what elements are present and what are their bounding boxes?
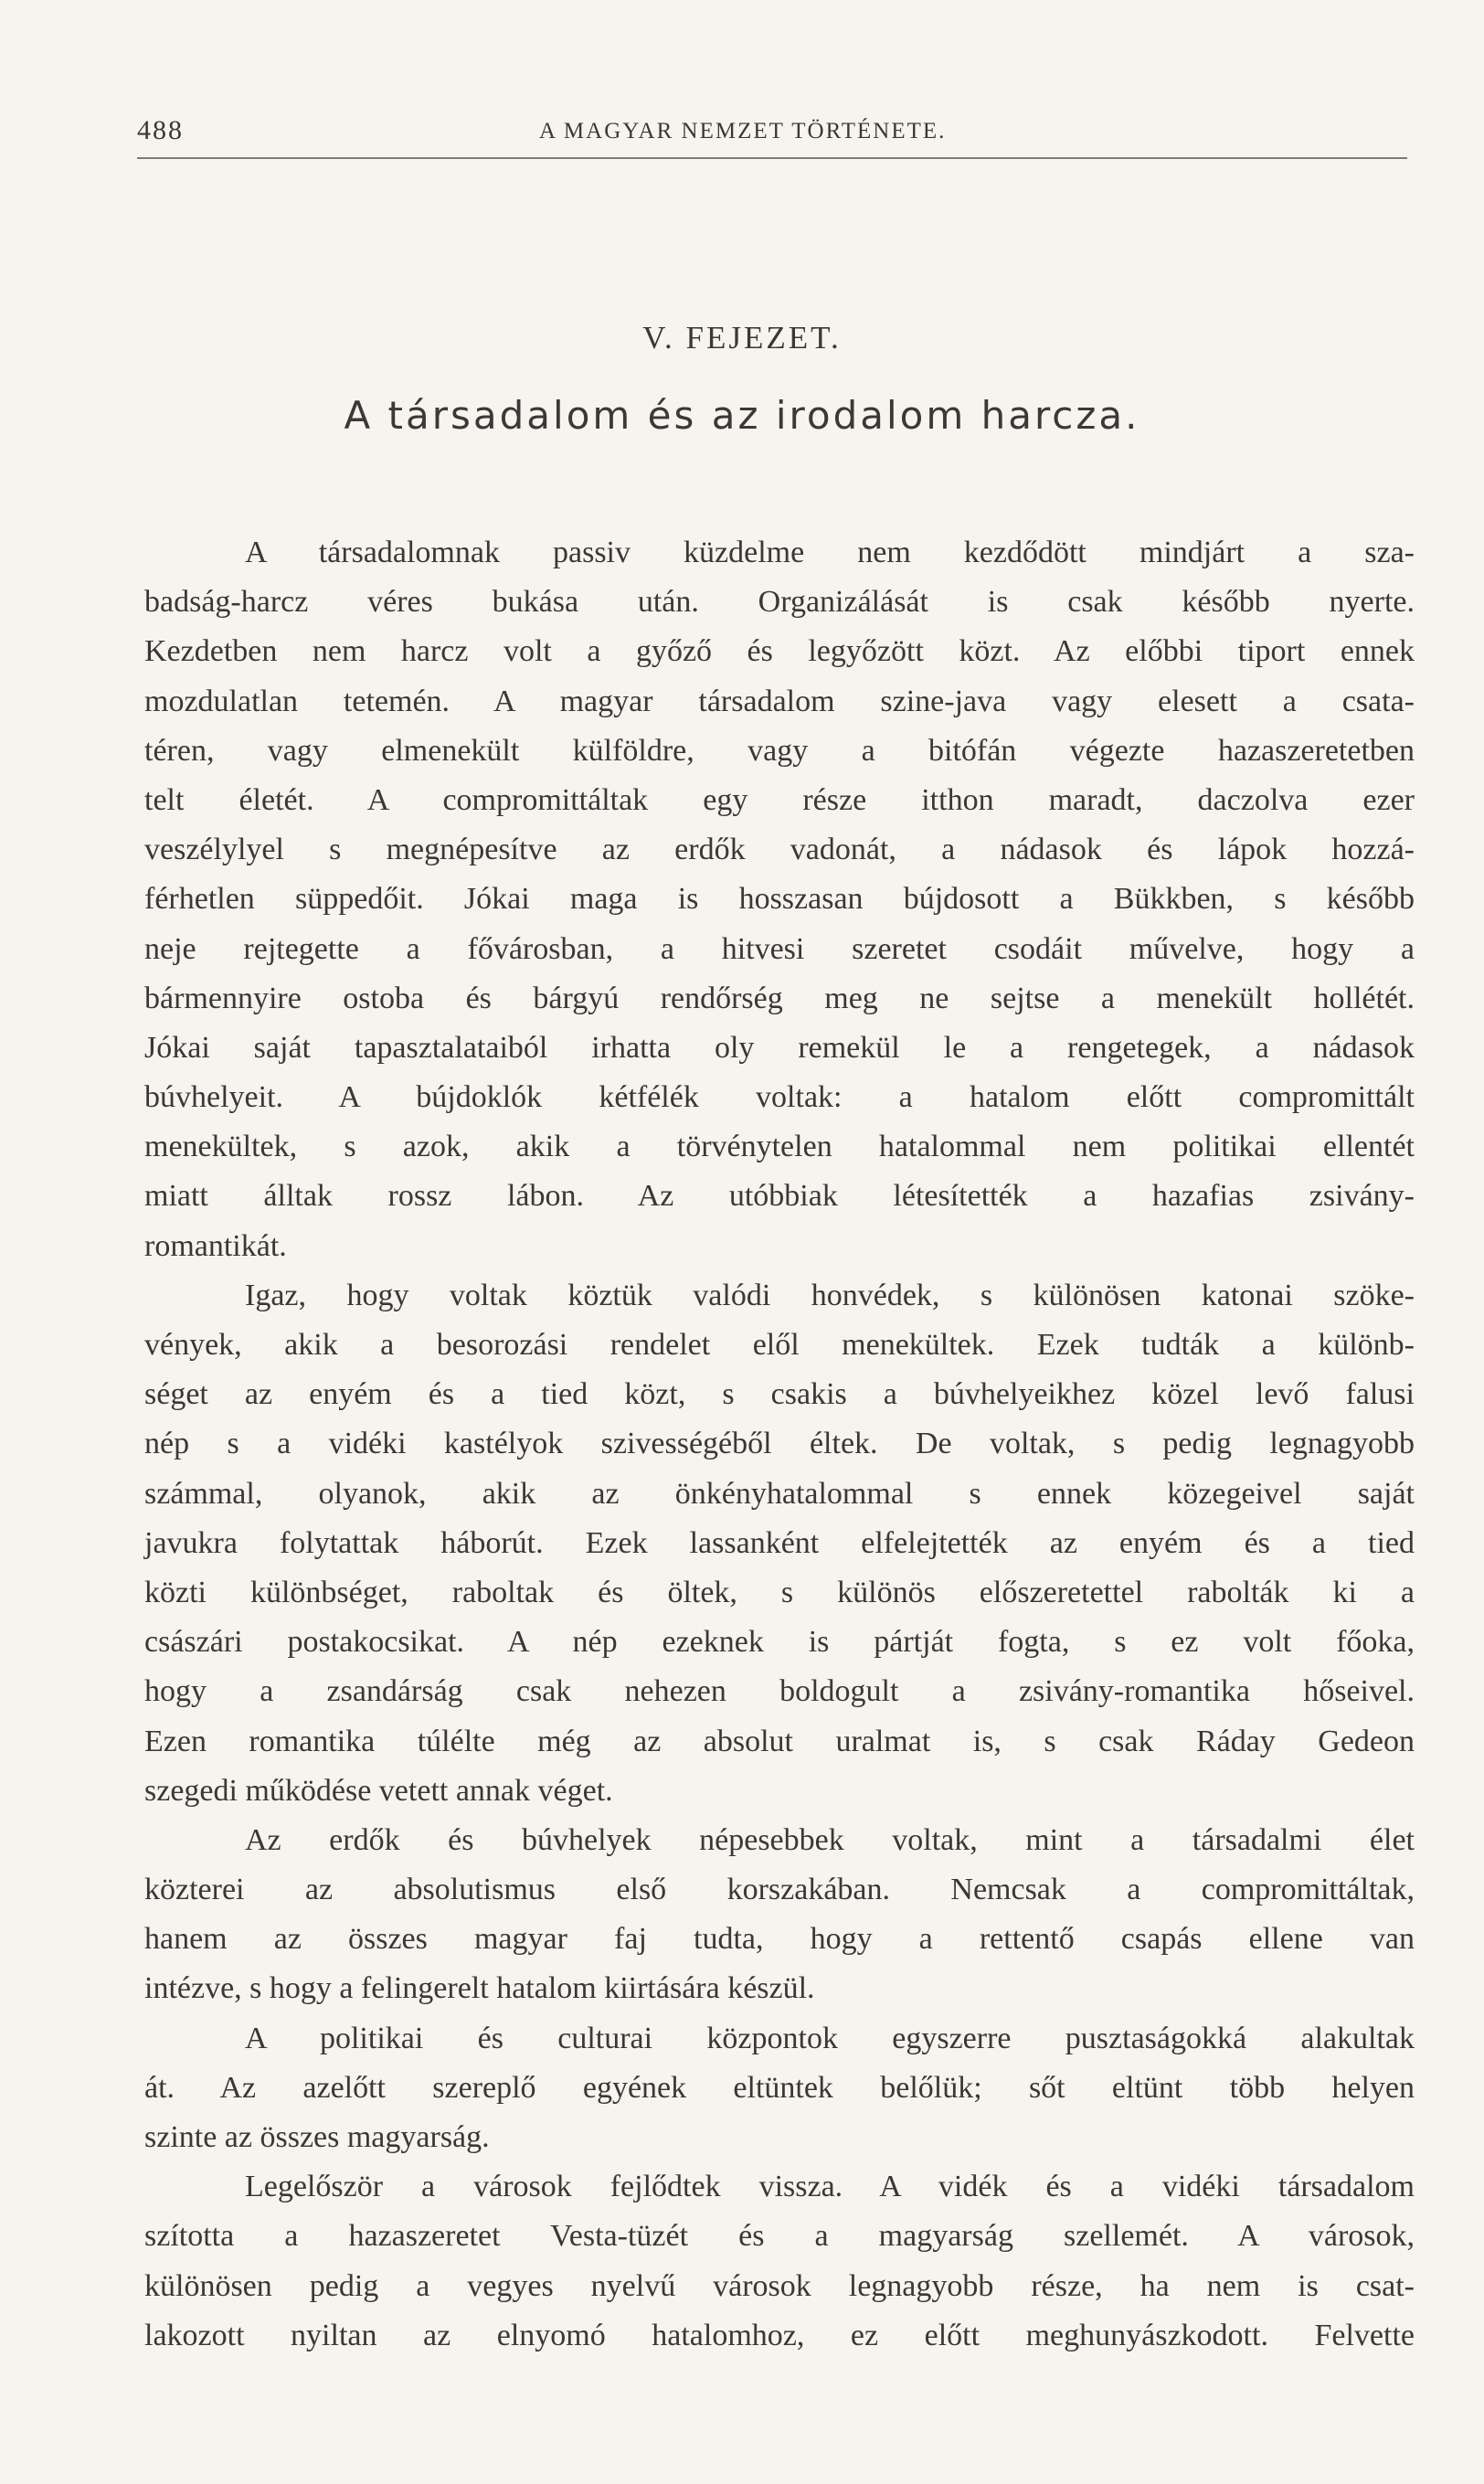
text-line: számmal, olyanok, akik az önkényhatalommal s ennek közegeivel saját (144, 1476, 1415, 1511)
text-line: különösen pedig a vegyes nyelvű városok legnagyobb része, ha nem is csat- (144, 2268, 1415, 2303)
text-line: férhetlen süppedőit. Jókai maga is hosszasan bújdosott a Bükkben, s később (144, 882, 1415, 917)
text-line: neje rejtegette a fővárosban, a hitvesi szeretet csodáit művelve, hogy a (144, 931, 1415, 966)
text-line: szinte az összes magyarság. (144, 2120, 490, 2154)
text-line: miatt álltak rossz lábon. Az utóbbiak létesítették a hazafias zsivány- (144, 1179, 1415, 1214)
text-line: lakozott nyiltan az elnyomó hatalomhoz, ez előtt meghunyászkodott. Felvette (144, 2318, 1415, 2352)
text-line: Legelőször a városok fejlődtek vissza. A vidék és a vidéki társadalom (245, 2170, 1415, 2204)
text-line: Az erdők és búvhelyek népesebbek voltak, mint a társadalmi élet (245, 1822, 1415, 1857)
running-title: A MAGYAR NEMZET TÖRTÉNETE. (539, 119, 947, 143)
text-line: búvhelyeit. A bújdoklók kétfélék voltak: a hatalom előtt compromittált (144, 1080, 1415, 1115)
chapter-title: A társadalom és az irodalom harcza. (344, 393, 1140, 438)
text-line: szegedi működése vetett annak véget. (144, 1773, 613, 1808)
chapter-label: V. FEJEZET. (642, 320, 842, 356)
text-line: A politikai és culturai központok egyszerre pusztaságokká alakultak (245, 2021, 1415, 2055)
text-line: hanem az összes magyar faj tudta, hogy a rettentő csapás ellene van (144, 1922, 1415, 1957)
running-head (137, 108, 1407, 154)
text-line: A társadalomnak passiv küzdelme nem kezdődött mindjárt a sza- (245, 536, 1415, 569)
text-line: romantikát. (144, 1228, 287, 1263)
text-line: menekültek, s azok, akik a törvénytelen hatalommal nem politikai ellentét (144, 1130, 1415, 1164)
text-line: bármennyire ostoba és bárgyú rendőrség meg ne sejtse a menekült hollétét. (144, 981, 1415, 1015)
text-line: javukra folytattak háborút. Ezek lassanként elfelejtették az enyém és a tied (144, 1525, 1415, 1560)
text-line: Ezen romantika túlélte még az absolut uralmat is, s csak Ráday Gedeon (144, 1724, 1415, 1758)
text-line: badság-harcz véres bukása után. Organizálását is csak később nyerte. (144, 585, 1415, 620)
text-line: császári postakocsikat. A nép ezeknek is pártját fogta, s ez volt főoka, (144, 1625, 1415, 1660)
text-line: át. Az azelőtt szereplő egyének eltüntek belőlük; sőt eltünt több helyen (144, 2070, 1415, 2105)
text-line: Kezdetben nem harcz volt a győző és legyőzött közt. Az előbbi tiport ennek (144, 634, 1415, 669)
text-line: mozdulatlan tetemén. A magyar társadalom szine-java vagy elesett a csata- (144, 684, 1415, 718)
text-line: téren, vagy elmenekült külföldre, vagy a bitófán végezte hazaszeretetben (144, 733, 1415, 768)
header-rule (137, 157, 1407, 159)
text-line: közti különbséget, raboltak és öltek, s különös előszeretettel rabolták ki a (144, 1575, 1415, 1609)
text-line: szította a hazaszeretet Vesta-tüzét és a magyarság szellemét. A városok, (144, 2219, 1415, 2254)
text-line: Jókai saját tapasztalataiból irhatta oly remekül le a rengetegek, a nádasok (144, 1030, 1415, 1065)
text-line: séget az enyém és a tied közt, s csakis a búvhelyeikhez közel levő falusi (144, 1377, 1415, 1412)
text-line: nép s a vidéki kastélyok szivességéből éltek. De voltak, s pedig legnagyobb (144, 1427, 1415, 1461)
text-line: intézve, s hogy a felingerelt hatalom kiirtására készül. (144, 1971, 815, 2006)
page-number: 488 (137, 115, 184, 145)
text-line: Igaz, hogy voltak köztük valódi honvédek, s különösen katonai szöke- (245, 1278, 1415, 1312)
body-text (144, 528, 1415, 2361)
text-line: vények, akik a besorozási rendelet elől menekültek. Ezek tudták a különb- (144, 1328, 1415, 1362)
text-line: veszélylyel s megnépesítve az erdők vadonát, a nádasok és lápok hozzá- (144, 833, 1415, 867)
text-line: hogy a zsandárság csak nehezen boldogult a zsivány-romantika hőseivel. (144, 1674, 1415, 1709)
text-line: közterei az absolutismus első korszakában. Nemcsak a compromittáltak, (144, 1873, 1415, 1907)
text-line: telt életét. A compromittáltak egy része itthon maradt, daczolva ezer (144, 782, 1415, 817)
